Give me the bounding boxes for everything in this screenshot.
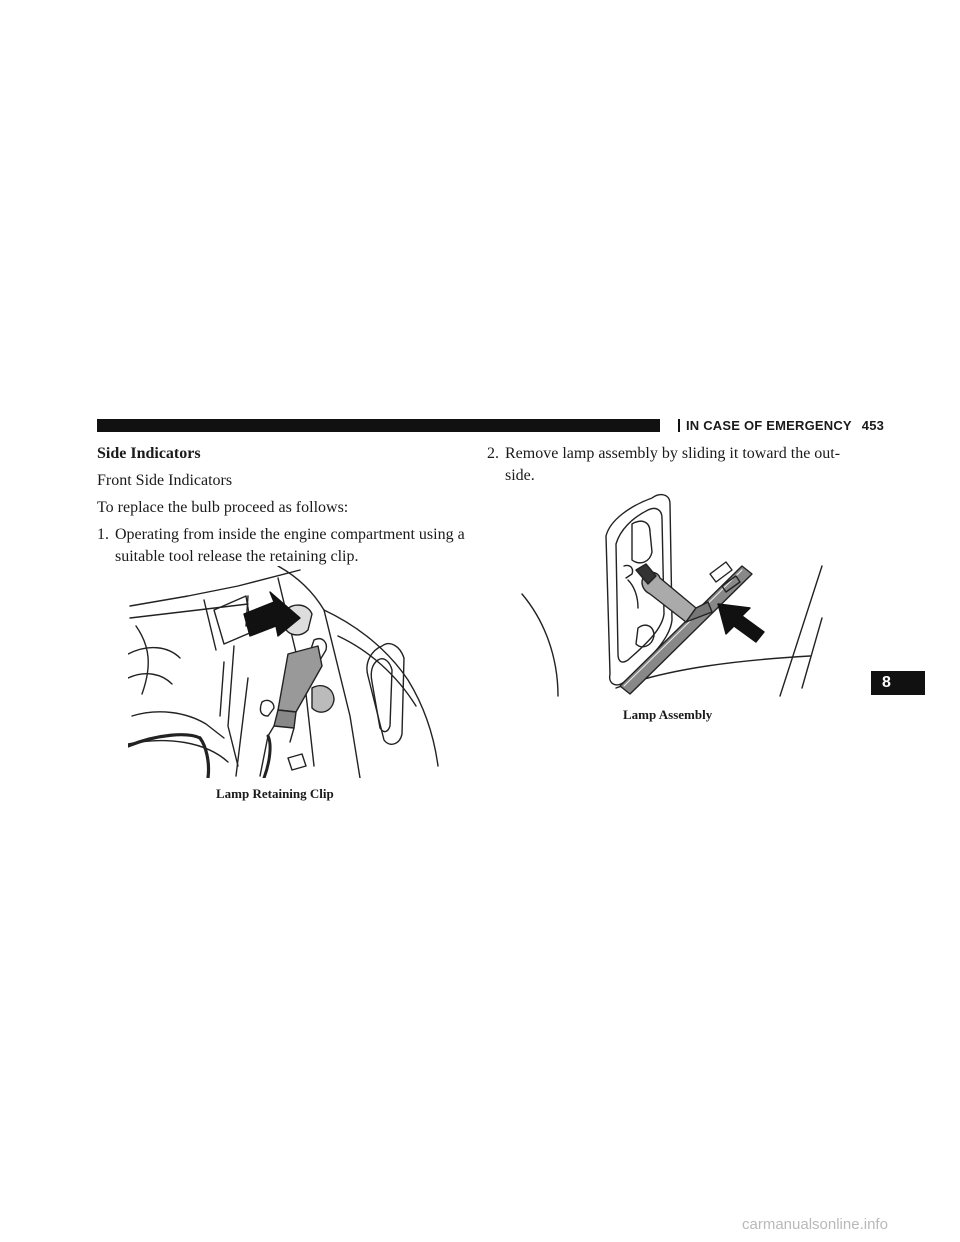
chapter-tab: 8 — [871, 671, 925, 695]
section-title: IN CASE OF EMERGENCY — [686, 418, 852, 433]
running-head — [680, 418, 890, 433]
subheading: Front Side Indicators — [97, 472, 233, 489]
step-2-number: 2. — [487, 445, 499, 462]
lamp-assembly-illustration — [520, 490, 830, 700]
section-heading: Side Indicators — [97, 445, 201, 462]
step-1-number: 1. — [97, 526, 109, 543]
lamp-retaining-clip-illustration — [128, 566, 440, 778]
figure-2-caption: Lamp Assembly — [623, 707, 713, 722]
header-rule-gap — [660, 419, 678, 432]
step-1-text: Operating from inside the engine compartment using a suitable tool release the retaining clip. — [115, 526, 465, 565]
step-2-text: Remove lamp assembly by sliding it toward the out-side. — [505, 445, 841, 484]
watermark: carmanualsonline.info — [742, 1216, 888, 1233]
step-2 — [487, 443, 863, 487]
step-1 — [97, 524, 473, 568]
page-number: 453 — [861, 418, 885, 433]
figure-1-caption: Lamp Retaining Clip — [216, 786, 334, 801]
intro-text: To replace the bulb proceed as follows: — [97, 499, 349, 516]
